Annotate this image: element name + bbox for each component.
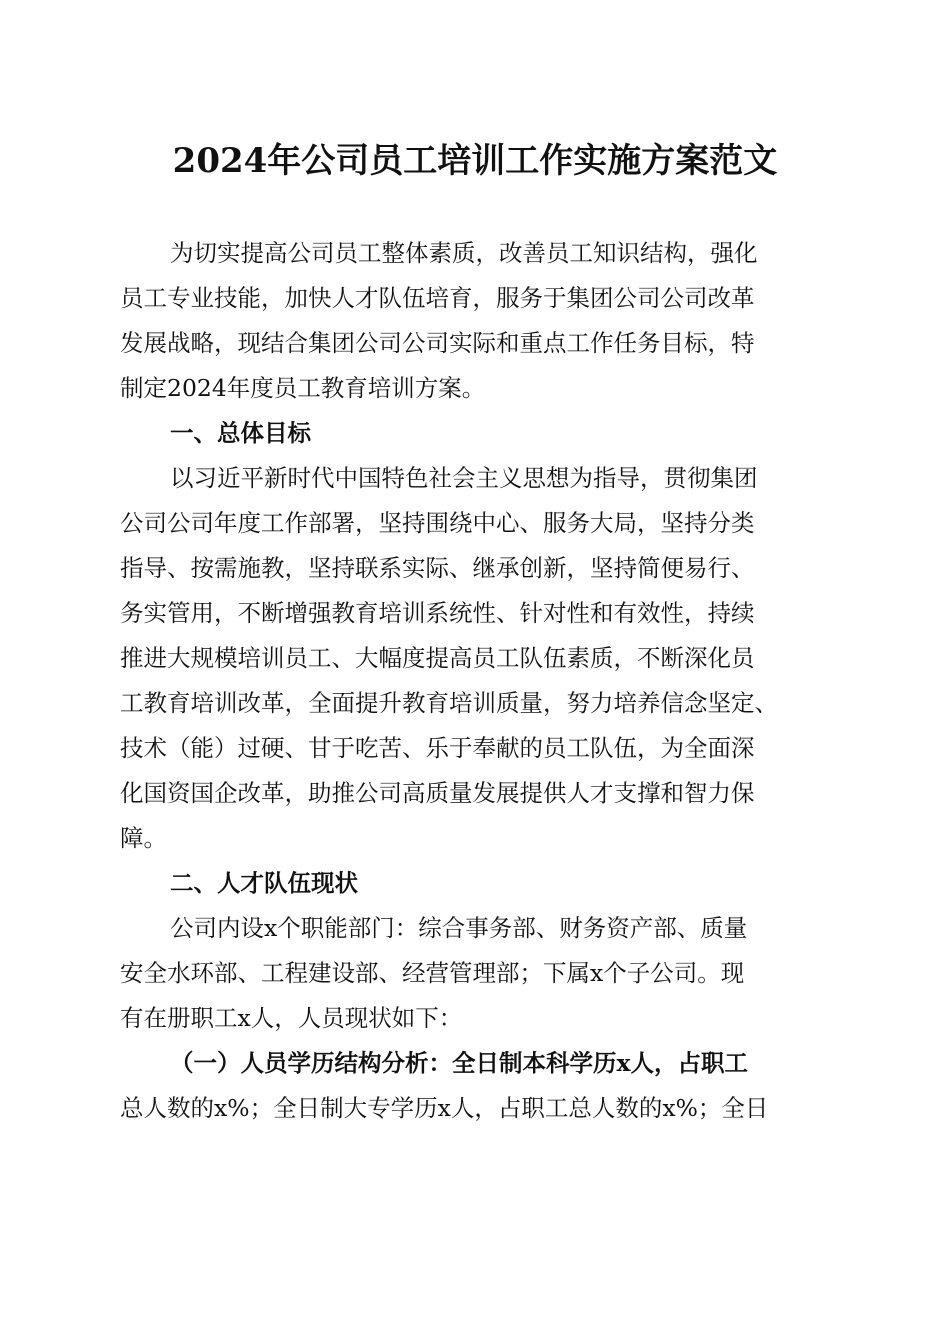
document-title: 2024年公司员工培训工作实施方案范文 — [172, 141, 778, 181]
paragraph-line: 公司公司年度工作部署，坚持围绕中心、服务大局，坚持分类 — [120, 509, 755, 537]
paragraph-line: 推进大规模培训员工、大幅度提高员工队伍素质，不断深化员 — [120, 644, 755, 672]
paragraph-line: 员工专业技能，加快人才队伍培育，服务于集团公司公司改革 — [120, 284, 755, 312]
paragraph-line: 制定2024年度员工教育培训方案。 — [120, 374, 486, 402]
paragraph-line: 指导、按需施教，坚持联系实际、继承创新，坚持简便易行、 — [120, 554, 755, 582]
paragraph-line: 总人数的x%；全日制大专学历x人，占职工总人数的x%；全日 — [120, 1094, 769, 1122]
subsection-line: （一）人员学历结构分析：全日制本科学历x人，占职工 — [170, 1049, 749, 1077]
paragraph-line: 化国资国企改革，助推公司高质量发展提供人才支撑和智力保 — [120, 779, 755, 807]
paragraph-line: 技术（能）过硬、甘于吃苦、乐于奉献的员工队伍，为全面深 — [120, 734, 755, 762]
paragraph-line: 有在册职工x人，人员现状如下： — [120, 1004, 463, 1032]
section-heading-1: 一、总体目标 — [170, 419, 311, 447]
paragraph-line: 发展战略，现结合集团公司公司实际和重点工作任务目标，特 — [120, 329, 755, 357]
paragraph-line: 以习近平新时代中国特色社会主义思想为指导，贯彻集团 — [170, 464, 758, 492]
paragraph-line: 工教育培训改革，全面提升教育培训质量，努力培养信念坚定、 — [120, 689, 778, 717]
paragraph-line: 为切实提高公司员工整体素质，改善员工知识结构，强化 — [170, 239, 758, 267]
paragraph-line: 安全水环部、工程建设部、经营管理部；下属x个子公司。现 — [120, 959, 745, 987]
paragraph-line: 务实管用，不断增强教育培训系统性、针对性和有效性，持续 — [120, 599, 755, 627]
paragraph-line: 公司内设x个职能部门：综合事务部、财务资产部、质量 — [170, 914, 748, 942]
paragraph-line: 障。 — [120, 824, 167, 852]
section-heading-2: 二、人才队伍现状 — [170, 869, 358, 897]
